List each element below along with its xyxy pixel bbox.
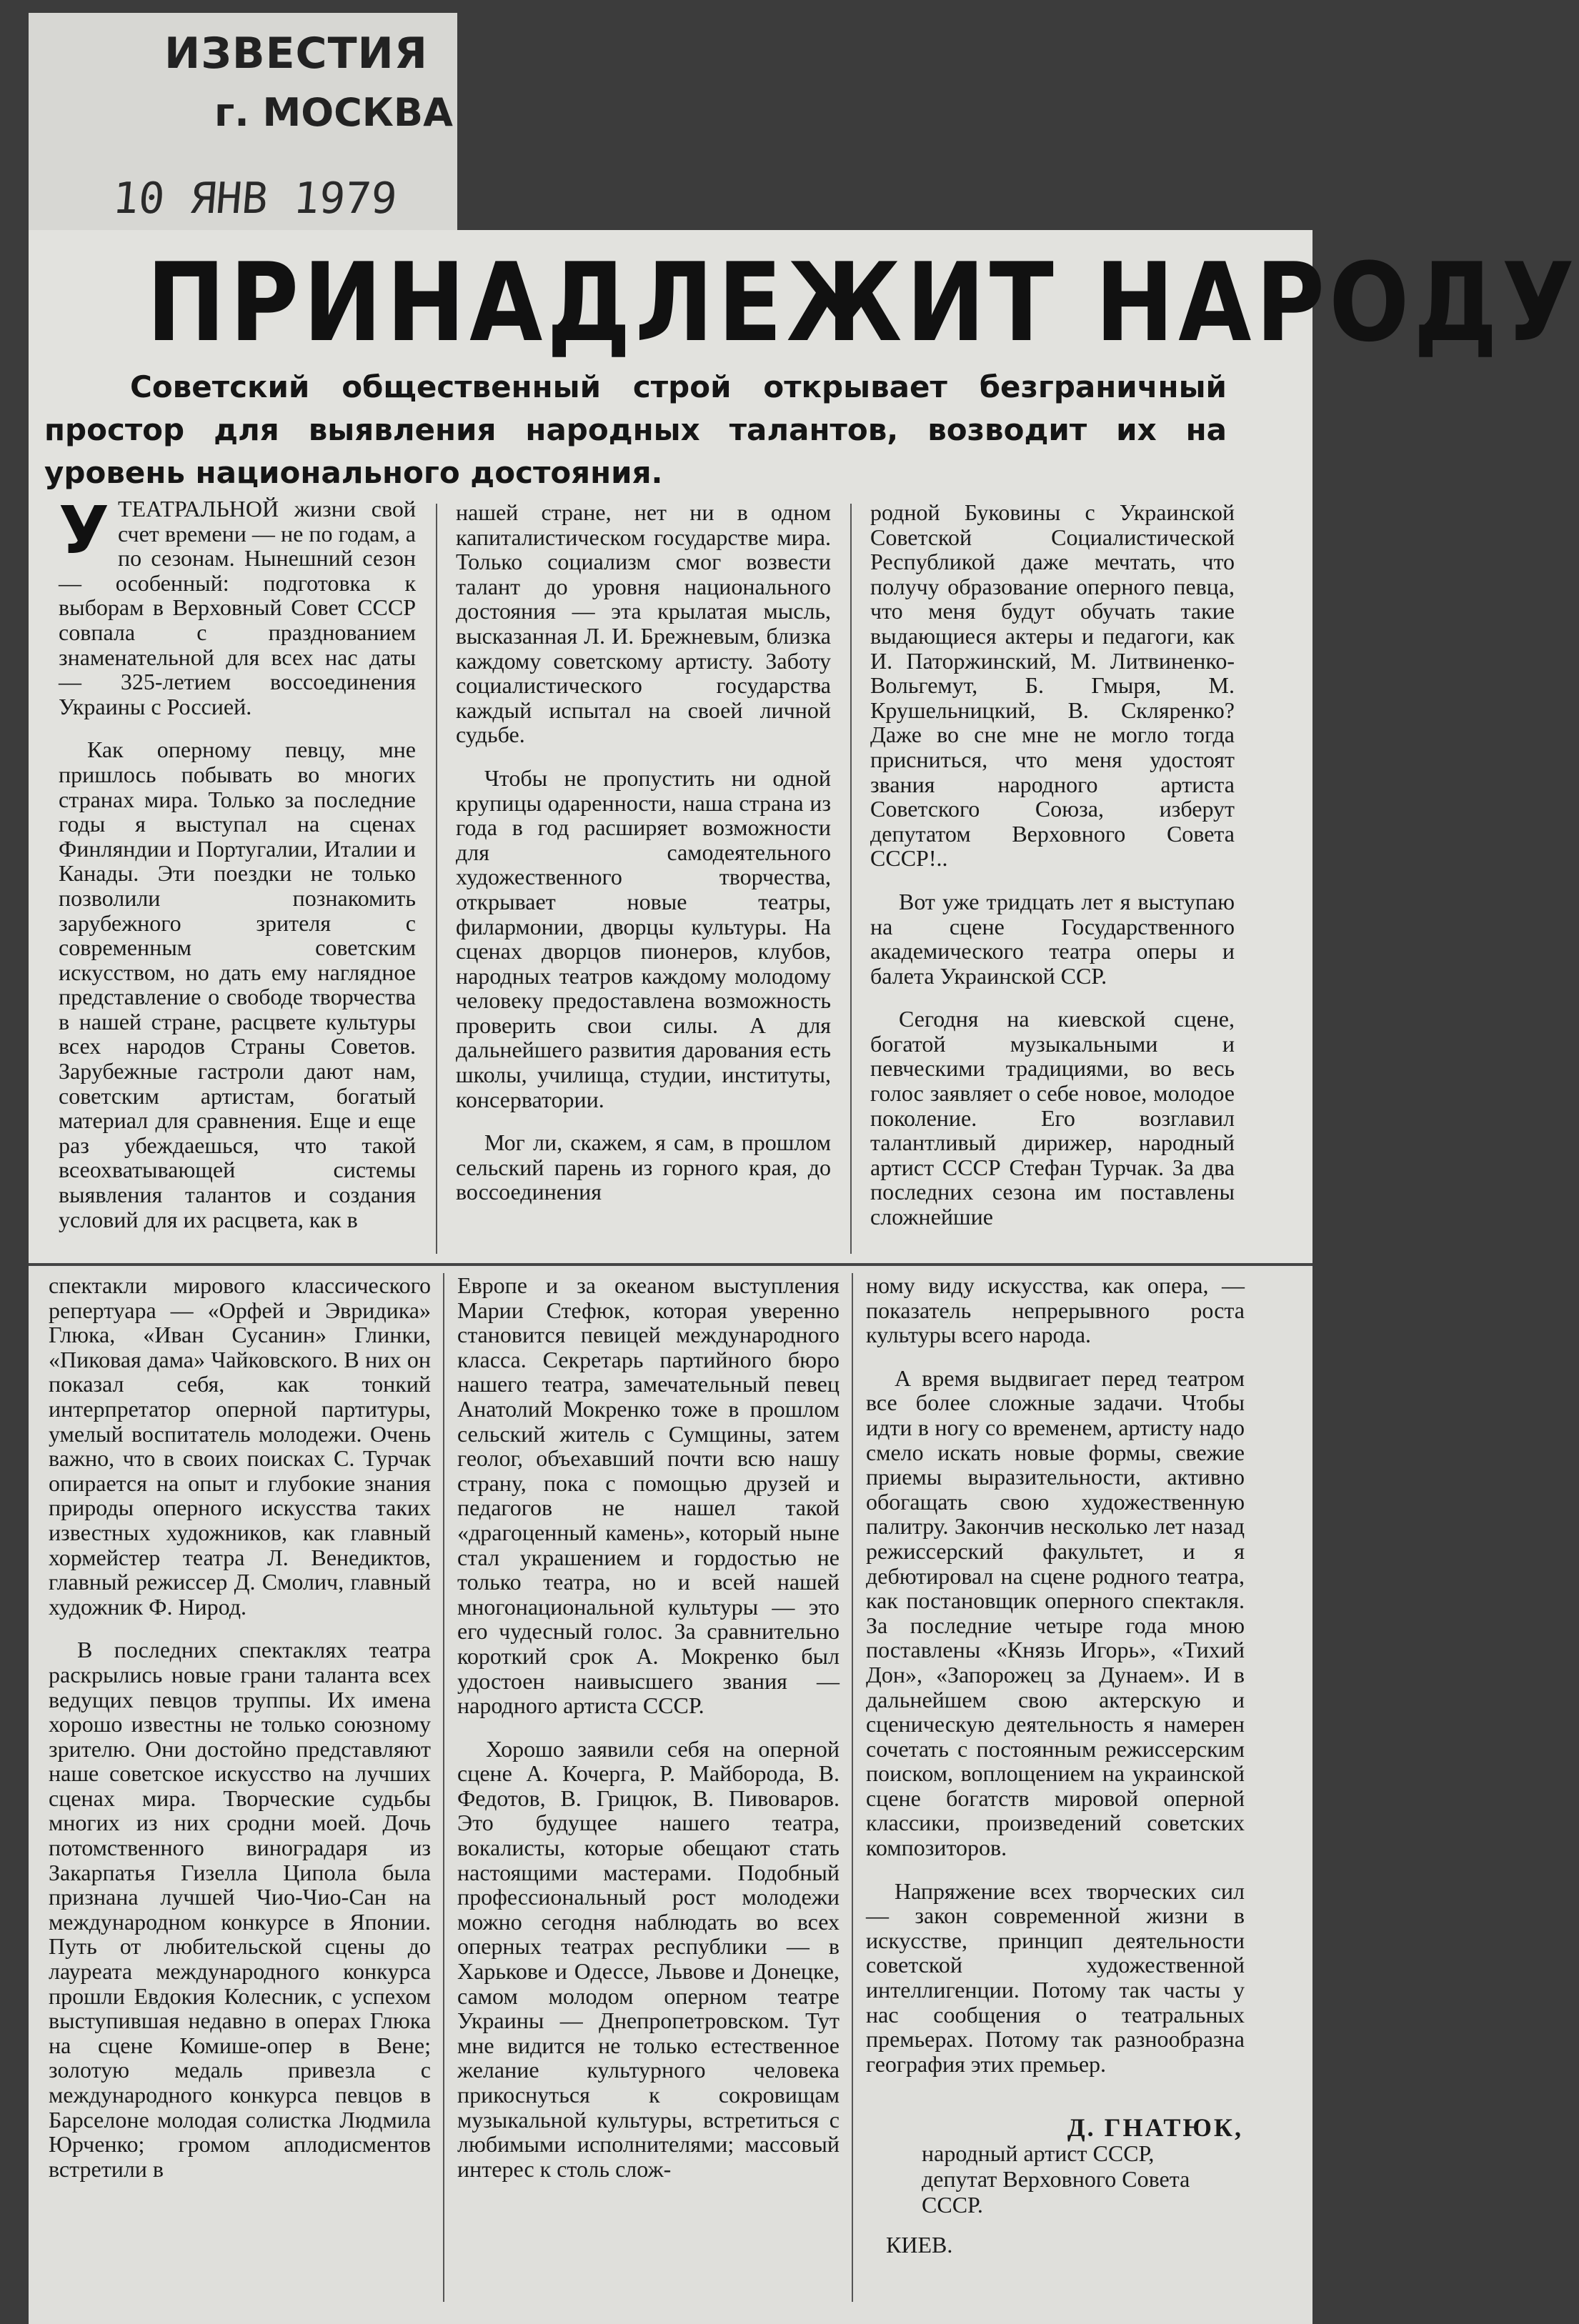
bottom-column-3: [866, 1273, 1245, 2095]
bottom-column-1: [49, 1273, 431, 2200]
paragraph: ному виду искусства, как опера, — показатель непрерывного роста культуры всего народа.: [866, 1272, 1245, 1348]
paragraph: Как оперному певцу, мне пришлось побывать во многих странах мира. Только за последние годы я выступал на сценах Финляндии и Португалии, Италии и Канады. Эти поездки не только позволили познакомить зарубежного зрителя с современным советским искусством, но дать ему наглядное представление о свободе творчества в нашей стране, расцвете культуры всех народов Страны Советов. Зарубежные гастроли дают нам, советским артистам, богатый материал для сравнения. Еще и еще раз убеждаешься, что такой всеохватывающей системы выявления талантов и создания условий для их расцвета, как в: [59, 737, 416, 1232]
paragraph: УТЕАТРАЛЬНОЙ жизни свой счет времени — не по годам, а по сезонам. Нынешний сезон — особенный: подготовка к выборам в Верховный Совет СССР совпала с празднованием знаменательной для всех нас даты — 325-летием воссоединения Украины с Россией.: [59, 492, 416, 719]
headline: ПРИНАДЛЕЖИТ НАРОДУ: [146, 239, 1579, 366]
section-divider: [29, 1263, 1312, 1266]
author-city: КИЕВ.: [886, 2232, 953, 2258]
paragraph: родной Буковины с Украинской Советской Социалистической Республикой даже мечтать, что получу образование оперного певца, что меня будут обучать такие выдающиеся актеры и педагоги, как И. Паторжинский, М. Литвиненко-Вольгемут, Б. Гмыря, М. Крушельницкий, В. Скляренко? Даже во сне мне не могло тогда присниться, что меня удостоят звания народного артиста Советского Союза, изберут депутатом Верховного Совета СССР!..: [870, 499, 1235, 872]
column-rule: [436, 504, 437, 1254]
top-column-3: [870, 500, 1235, 1248]
author-title-1: народный артист СССР,: [922, 2140, 1155, 2166]
paragraph: А время выдвигает перед театром все более сложные задачи. Чтобы идти в ногу со временем, артисту надо смело искать новые формы, свежие приемы выразительности, активно обогащать свою художественную палитру. Закончив несколько лет назад режиссерский факультет, и я дебютировал на сцене родного театра, как постановщик оперного спектакля. За последние четыре года мною поставлены «Князь Игорь», «Тихий Дон», «Запорожец за Дунаем». И в дальнейшем свою актерскую и сценическую деятельность я намерен сочетать с постоянным режиссерским поиском, воплощением на украинской сцене богатств мировой оперной классики, произведений советских композиторов.: [866, 1365, 1245, 1861]
column-rule: [850, 504, 852, 1254]
paragraph: Вот уже тридцать лет я выступаю на сцене Государственного академического театра оперы и балета Украинской ССР.: [870, 888, 1235, 989]
paragraph: спектакли мирового классического репертуара — «Орфей и Эвридика» Глюка, «Иван Сусанин» Глинки, «Пиковая дама» Чайковского. В них он показал себя, как тонкий интерпретатор оперной партитуры, умелый воспитатель молодежи. Очень важно, что в своих поисках С. Турчак опирается на опыт и глубокие знания природы оперного искусства таких известных художников, как главный хормейстер театра Л. Венедиктов, главный режиссер Д. Смолич, главный художник Ф. Нирод.: [49, 1272, 431, 1620]
paragraph: Хорошо заявили себя на оперной сцене А. Кочерга, Р. Майборода, В. Федотов, В. Грицюк, В. Пивоваров. Это будущее нашего театра, вокалисты, которые обещают стать настоящими мастерами. Подобный профессиональный рост молодежи можно сегодня наблюдать во всех оперных театрах республики — в Харькове и Одессе, Львове и Донецке, самом молодом оперном театре Украины — Днепропетровском. Тут мне видится не только естественное желание культурного человека прикоснуться к сокровищам музыкальной культуры, встретиться с любимыми исполнителями; массовый интерес к столь слож-: [457, 1735, 840, 2182]
author-signature: [886, 2115, 1243, 2258]
paragraph: Напряжение всех творческих сил — закон современной жизни в искусстве, принцип деятельности советской художественной интеллигенции. Потому так часты у нас сообщения о театральных премьерах. Потому так разнообразна география этих премьер.: [866, 1877, 1245, 2077]
column-rule: [852, 1273, 853, 2302]
paragraph: Чтобы не пропустить ни одной крупицы одаренности, наша страна из года в год расширяет возможности для самодеятельного художественного творчества, открывает новые театры, филармонии, дворцы культуры. На сценах дворцов пионеров, клубов, народных театров каждому молодому человеку предоставлена возможность проверить свои силы. А для дальнейшего развития дарования есть школы, училища, студии, институты, консерватории.: [456, 764, 831, 1112]
top-column-1: [59, 492, 416, 1250]
date-stamp: 10 ЯНВ 1979: [110, 174, 399, 224]
paragraph: Сегодня на киевской сцене, богатой музыкальными и певческими традициями, во весь голос заявляет о себе новое, молодое поколение. Его возглавил талантливый дирижер, народный артист СССР Стефан Турчак. За два последних сезона им поставлены сложнейшие: [870, 1006, 1235, 1230]
drop-cap: У: [59, 492, 109, 569]
top-column-2: [456, 500, 831, 1223]
newspaper-name: ИЗВЕСТИЯ: [164, 29, 428, 79]
bottom-column-2: [457, 1273, 840, 2200]
column-rule: [443, 1273, 444, 2302]
author-title-2: депутат Верховного Совета СССР.: [922, 2166, 1190, 2218]
paragraph: Мог ли, скажем, я сам, в прошлом сельский парень из горного края, до воссоединения: [456, 1129, 831, 1205]
paragraph: В последних спектаклях театра раскрылись новые грани таланта всех ведущих певцов труппы. Их имена хорошо известны не только союзному зрителю. Они достойно представляют наше советское искусство на лучших сценах мира. Творческие судьбы многих из них сродни моей. Дочь потомственного виноградаря из Закарпатья Гизелла Ципола была признана лучшей Чио-Чио-Сан на международном конкурсе в Японии. Путь от любительской сцены до лауреата международного конкурса прошли Евдокия Колесник, с успехом выступившая недавно в операх Глюка на сцене Комише-опер в Вене; золотую медаль привезла с международного конкурса певцов в Барселоне молодая солистка Людмила Юрченко; громом аплодисментов встретили в: [49, 1637, 431, 2182]
paragraph: Европе и за океаном выступления Марии Стефюк, которая уверенно становится певицей международного класса. Секретарь партийного бюро нашего театра, замечательный певец Анатолий Мокренко тоже в прошлом сельский житель с Сумщины, затем геолог, объехавший почти всю нашу страну, пока с помощью друзей и педагогов не нашел такой «драгоценный камень», который ныне стал украшением и гордостью не только театра, но и всей нашей многонациональной культуры — это его чудесный голос. За сравнительно короткий срок А. Мокренко был удостоен наивысшего звания — народного артиста СССР.: [457, 1272, 840, 1719]
author-name: Д. ГНАТЮК,: [1067, 2113, 1243, 2142]
clipping-stamp: [29, 13, 457, 231]
paragraph: нашей стране, нет ни в одном капиталистическом государстве мира. Только социализм смог возвести талант до уровня национального достояния — эта крылатая мысль, высказанная Л. И. Брежневым, близка каждому советскому артисту. Заботу социалистического государства каждый испытал на своей личной судьбе.: [456, 499, 831, 748]
lead-paragraph: Советский общественный строй открывает безграничный простор для выявления народных талантов, возводит их на уровень национального достояния.: [44, 369, 1227, 490]
newspaper-city: г. МОСКВА: [214, 90, 453, 135]
